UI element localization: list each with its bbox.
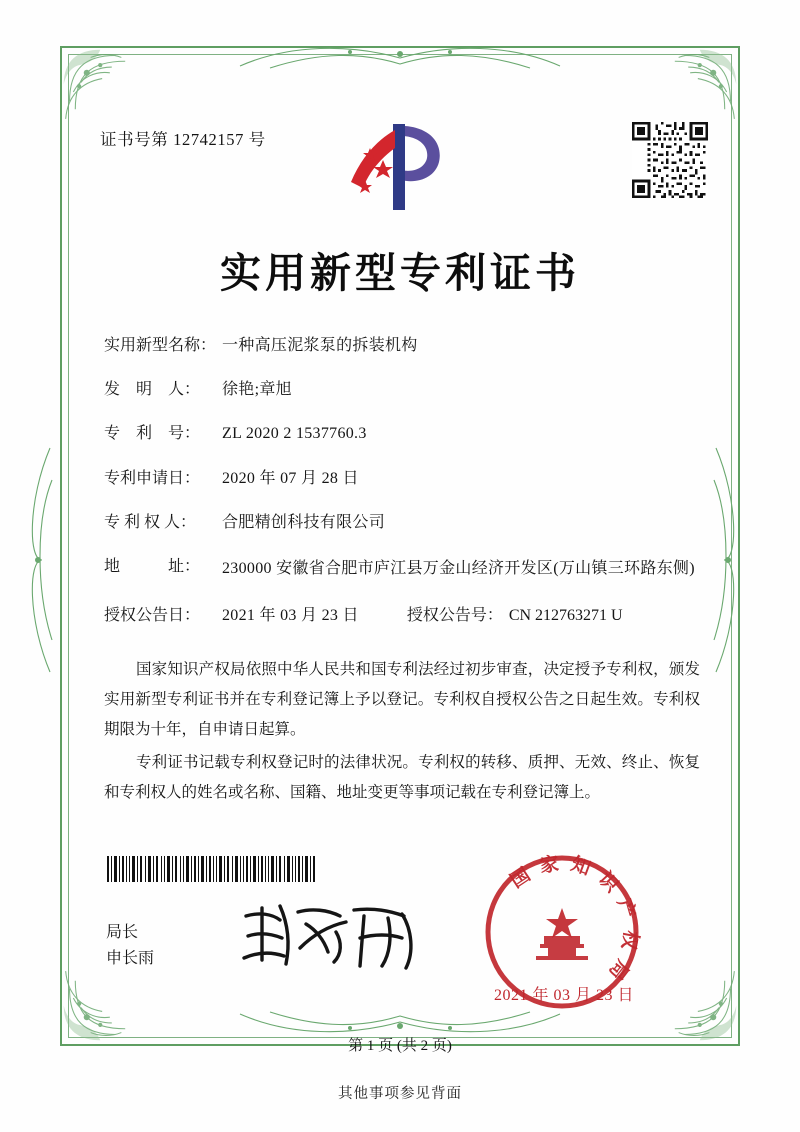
field-row-patent-number <box>104 422 704 445</box>
publication-date-value: 2021 年 03 月 23 日 <box>222 606 359 624</box>
paragraph-register: 专利证书记载专利权登记时的法律状况。专利权的转移、质押、无效、终止、恢复和专利权人的姓名或名称、国籍、地址变更等事项记载在专利登记簿上。 <box>104 753 700 801</box>
field-value: 徐艳;章旭 <box>222 381 292 399</box>
edge-ornament-left <box>22 440 56 680</box>
field-value: 230000 安徽省合肥市庐江县万金山经济开发区(万山镇三环路东侧) <box>222 559 695 577</box>
cnipa-logo <box>343 118 458 218</box>
director-name-label: 申长雨 <box>106 949 155 967</box>
field-label: 发 明 人： <box>104 381 201 399</box>
edge-ornament-top <box>230 38 570 72</box>
field-row-patentee <box>104 511 704 534</box>
signature-block <box>106 920 154 972</box>
publication-date-label: 授权公告日： <box>104 606 201 624</box>
field-row-invention-name <box>104 334 704 357</box>
corner-ornament-bottom-right <box>646 950 742 1046</box>
director-title-label: 局长 <box>106 924 139 941</box>
field-list <box>104 334 704 633</box>
field-value: 一种高压泥浆泵的拆装机构 <box>222 337 418 354</box>
field-row-address <box>104 555 704 583</box>
edge-ornament-right <box>710 440 744 680</box>
publication-number-label: 授权公告号： <box>406 606 503 624</box>
svg-text:国家知识产权局: 国家知识产权局 <box>506 852 642 992</box>
publication-number-group <box>407 604 623 627</box>
field-row-inventor <box>104 378 704 401</box>
certificate-number: 证书号第 12742157 号 <box>100 130 266 149</box>
field-label: 专 利 权 人： <box>104 513 197 531</box>
field-label: 专 利 号： <box>104 425 201 443</box>
field-label: 实用新型名称： <box>104 337 217 354</box>
barcode <box>106 856 318 882</box>
field-row-publication <box>104 604 704 627</box>
page-title: 实用新型专利证书 <box>220 250 580 296</box>
paragraph-grant: 国家知识产权局依照中华人民共和国专利法经过初步审查，决定授予专利权，颁发实用新型专利证书并在专利登记簿上予以登记。专利权自授权公告之日起生效。专利权期限为十年，自申请日起算。 <box>104 661 700 739</box>
seal-date: 2021 年 03 月 23 日 <box>494 987 635 1004</box>
field-label: 专利申请日： <box>104 469 201 487</box>
legal-text <box>104 655 700 810</box>
footer-note: 其他事项参见背面 <box>338 1086 462 1102</box>
page-number: 第 1 页 (共 2 页) <box>348 1038 452 1054</box>
field-row-application-date <box>104 467 704 490</box>
field-value: 2020 年 07 月 28 日 <box>222 469 359 487</box>
field-value: ZL 2020 2 1537760.3 <box>222 425 367 443</box>
field-label: 地 址： <box>104 557 201 575</box>
handwritten-signature <box>236 896 426 974</box>
field-value: 合肥精创科技有限公司 <box>222 513 386 531</box>
qr-code <box>632 122 708 198</box>
publication-number-value: CN 212763271 U <box>508 606 623 624</box>
